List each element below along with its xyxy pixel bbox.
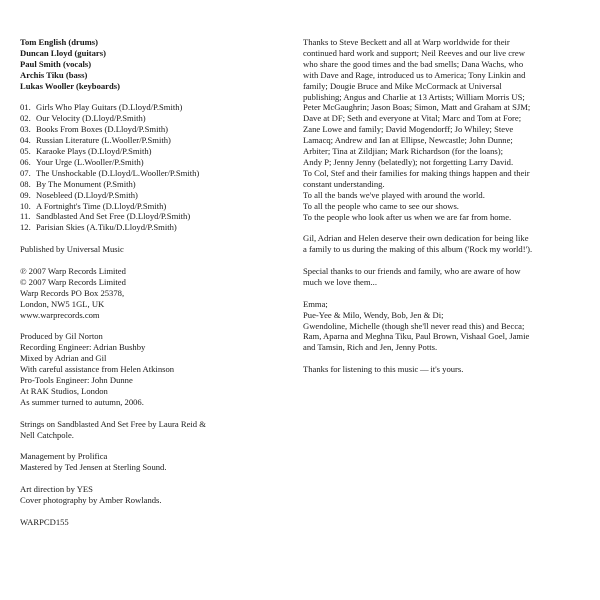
dedication-line: Pue-Yee & Milo, Wendy, Bob, Jen & Di;	[303, 309, 444, 320]
track-item	[20, 179, 282, 190]
thanks-friends	[303, 266, 587, 288]
track-number: 02.	[20, 113, 31, 124]
track-item	[20, 146, 282, 157]
strings-credit	[20, 419, 282, 441]
thanks-listening: Thanks for listening to this music — it's yours.	[303, 364, 464, 375]
copyright-block	[20, 266, 282, 321]
track-title: Our Velocity (D.Lloyd/P.Smith)	[36, 113, 146, 124]
track-title: A Fortnight's Time (D.Lloyd/P.Smith)	[36, 200, 167, 211]
thanks-line: publishing; Angus and Charlie at 13 Artists; William Morris US;	[303, 91, 525, 102]
track-title: Parisian Skies (A.Tiku/D.Lloyd/P.Smith)	[36, 222, 177, 233]
production-line: Produced by Gil Norton	[20, 331, 103, 342]
track-number: 09.	[20, 189, 31, 200]
track-title: Sandblasted And Set Free (D.Lloyd/P.Smith)	[36, 211, 191, 222]
copyright-line: ℗ 2007 Warp Records Limited	[20, 265, 126, 276]
track-number: 01.	[20, 102, 31, 113]
production-line: Pro-Tools Engineer: John Dunne	[20, 375, 133, 386]
track-number: 03.	[20, 124, 31, 135]
thanks-line: To the people who look after us when we are far from home.	[303, 211, 512, 222]
thanks-line: Zane Lowe and family; David Mogendorff; Jo Whiley; Steve	[303, 124, 514, 135]
track-title: Russian Literature (L.Wooller/P.Smith)	[36, 135, 171, 146]
thanks-line: much we love them...	[303, 276, 377, 287]
track-title: Karaoke Plays (D.Lloyd/P.Smith)	[36, 146, 152, 157]
track-item	[20, 124, 282, 135]
strings-line: Nell Catchpole.	[20, 429, 74, 440]
dedication-line: Gwendoline, Michelle (though she'll never read this) and Becca;	[303, 320, 525, 331]
production-line: Recording Engineer: Adrian Bushby	[20, 342, 146, 353]
member-line: Archis Tiku (bass)	[20, 69, 88, 80]
track-item	[20, 211, 282, 222]
thanks-line: To all the bands we've played with around the world.	[303, 189, 485, 200]
thanks-line: Lamacq; Andrew and Ian at Ellipse, Newcastle; John Dunne;	[303, 135, 513, 146]
art-line: Art direction by YES	[20, 484, 93, 495]
thanks-line: Special thanks to our friends and family, who are aware of how	[303, 266, 521, 276]
management-line: Mastered by Ted Jensen at Sterling Sound.	[20, 462, 167, 473]
thanks-line: Thanks to Steve Beckett and all at Warp worldwide for their	[303, 37, 510, 47]
member-line: Lukas Wooller (keyboards)	[20, 80, 120, 91]
member-line: Paul Smith (vocals)	[20, 58, 92, 69]
track-number: 11.	[20, 211, 31, 222]
track-item	[20, 190, 282, 201]
thanks-line: family; Dougie Bruce and Mike McCormack at Universal	[303, 80, 502, 91]
dedication-line: and Tamsin, Rich and Jen, Jenny Potts.	[303, 342, 438, 353]
thanks-column	[303, 37, 587, 375]
thanks-line: Gil, Adrian and Helen deserve their own dedication for being like	[303, 233, 529, 244]
credits-column	[20, 37, 282, 528]
management-line: Management by Prolifica	[20, 451, 108, 462]
member-line: Tom English (drums)	[20, 37, 99, 47]
track-number: 04.	[20, 135, 31, 146]
thanks-line: Peter McGaughrin; Jason Boas; Simon, Matt and Graham at SJM;	[303, 102, 531, 113]
track-number: 12.	[20, 222, 31, 233]
track-item	[20, 222, 282, 233]
dedication-line: Emma;	[303, 298, 328, 309]
thanks-line: a family to us during the making of this album ('Rock my world!').	[303, 244, 533, 255]
production-line: With careful assistance from Helen Atkinson	[20, 364, 175, 375]
production-line: Mixed by Adrian and Gil	[20, 353, 107, 364]
publisher-line: Published by Universal Music	[20, 244, 124, 255]
thanks-line: Arbiter; Tina at Zildjian; Mark Richardson (for the loans);	[303, 146, 504, 157]
art-credits	[20, 484, 282, 506]
track-item	[20, 113, 282, 124]
thanks-line: continued hard work and support; Neil Reeves and our live crew	[303, 47, 525, 58]
track-item	[20, 157, 282, 168]
dedication-line: Ram, Aparna and Meghna Tiku, Paul Brown, Vishaal Goel, Jamie	[303, 331, 530, 342]
catalog-number: WARPCD155	[20, 516, 69, 527]
production-line: As summer turned to autumn, 2006.	[20, 396, 144, 407]
track-number: 07.	[20, 167, 31, 178]
track-number: 06.	[20, 156, 31, 167]
thanks-line: Dave at DF; Seth and everyone at Vital; Marc and Tom at Fore;	[303, 113, 522, 124]
management-credits	[20, 451, 282, 473]
track-item	[20, 201, 282, 212]
art-line: Cover photography by Amber Rowlands.	[20, 494, 162, 505]
thanks-gil	[303, 233, 587, 255]
member-line: Duncan Lloyd (guitars)	[20, 47, 106, 58]
track-title: Books From Boxes (D.Lloyd/P.Smith)	[36, 124, 169, 135]
track-title: Nosebleed (D.Lloyd/P.Smith)	[36, 189, 138, 200]
track-title: By The Monument (P.Smith)	[36, 178, 136, 189]
track-number: 05.	[20, 146, 31, 157]
copyright-line: © 2007 Warp Records Limited	[20, 276, 126, 287]
thanks-line: with Dave and Rage, introduced us to America; Tony Linkin and	[303, 69, 526, 80]
emma-dedication	[303, 299, 587, 354]
copyright-line: Warp Records PO Box 25378,	[20, 287, 125, 298]
thanks-line: To Col, Stef and their families for making things happen and their	[303, 167, 530, 178]
track-number: 10.	[20, 200, 31, 211]
track-title: Girls Who Play Guitars (D.Lloyd/P.Smith)	[36, 102, 183, 113]
thanks-line: constant understanding.	[303, 178, 385, 189]
production-line: At RAK Studios, London	[20, 385, 108, 396]
copyright-line: www.warprecords.com	[20, 309, 100, 320]
track-item	[20, 135, 282, 146]
band-members	[20, 37, 282, 92]
track-item	[20, 102, 282, 113]
production-credits	[20, 331, 282, 407]
thanks-main	[303, 37, 587, 222]
track-item	[20, 168, 282, 179]
copyright-line: London, NW5 1GL, UK	[20, 298, 105, 309]
thanks-line: To all the people who came to see our shows.	[303, 200, 459, 211]
track-title: Your Urge (L.Wooller/P.Smith)	[36, 156, 144, 167]
track-number: 08.	[20, 178, 31, 189]
track-list	[20, 102, 282, 233]
track-title: The Unshockable (D.Lloyd/L.Wooller/P.Smith)	[36, 167, 200, 178]
thanks-line: Andy P; Jenny Jenny (belatedly); not forgetting Larry David.	[303, 156, 514, 167]
thanks-line: who share the good times and the bad smells; Dana Wachs, who	[303, 58, 524, 69]
strings-line: Strings on Sandblasted And Set Free by Laura Reid &	[20, 418, 206, 429]
